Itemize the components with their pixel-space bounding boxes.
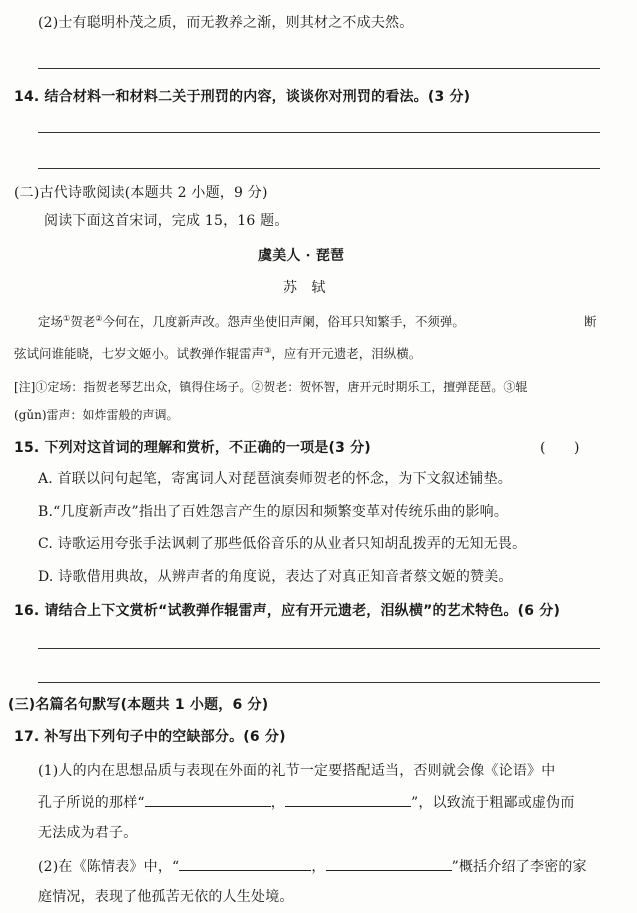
q13-part2-text: (2)士有聪明朴茂之质，而无教养之渐，则其材之不成夫然。 xyxy=(38,15,414,31)
q15-answer-paren: ( ) xyxy=(540,440,580,456)
q17-part2-line2: 庭情况，表现了他孤苦无依的人生处境。 xyxy=(38,889,294,905)
section3-heading: (三)名篇名句默写(本题共 1 小题，6 分) xyxy=(8,697,269,713)
q14-text: 14. 结合材料一和材料二关于刑罚的内容，谈谈你对刑罚的看法。(3 分) xyxy=(14,89,471,105)
poem-author: 苏 轼 xyxy=(283,280,326,296)
q17-part2-line1: (2)在《陈情表》中，“ ， ”概括介绍了李密的家 xyxy=(38,859,587,875)
q16-text: 16. 请结合上下文赏析“试教弹作辊雷声，应有开元遗老，泪纵横”的艺术特色。(6 分) xyxy=(14,603,561,619)
answer-line xyxy=(38,648,600,649)
fill-in-blank[interactable] xyxy=(145,794,271,807)
poem-note-2: (gǔn)雷声：如炸雷般的声调。 xyxy=(14,408,179,422)
q15-option-d: D. 诗歌借用典故，从辨声者的角度说，表达了对真正知音者蔡文姬的赞美。 xyxy=(38,569,513,585)
poem-line-1: 定场①贺老②今何在，几度新声改。怨声坐使旧声阑，俗耳只知繁手，不须弹。 xyxy=(38,313,465,329)
poem-title: 虞美人 · 琵琶 xyxy=(258,248,345,264)
q15-option-c: C. 诗歌运用夸张手法讽刺了那些低俗音乐的从业者只知胡乱拨弄的无知无畏。 xyxy=(38,536,527,552)
fill-in-blank[interactable] xyxy=(285,794,411,807)
fill-in-blank[interactable] xyxy=(179,858,311,871)
q17-stem: 17. 补写出下列句子中的空缺部分。(6 分) xyxy=(14,729,286,745)
q15-option-a: A. 首联以问句起笔，寄寓词人对琵琶演奏师贺老的怀念，为下文叙述铺垫。 xyxy=(38,471,513,487)
poem-line-1-end: 断 xyxy=(584,314,597,329)
section2-instruction: 阅读下面这首宋词，完成 15，16 题。 xyxy=(44,213,289,229)
poem-note-1: [注]①定场：指贺老琴艺出众，镇得住场子。②贺老：贺怀智，唐开元时期乐工，擅弹琵琶。③辊 xyxy=(14,380,528,394)
fill-in-blank[interactable] xyxy=(326,858,452,871)
answer-line xyxy=(38,68,600,69)
poem-line-2: 弦试问谁能晓，七岁文姬小。试教弹作辊雷声③，应有开元遗老，泪纵横。 xyxy=(14,345,422,361)
answer-line xyxy=(38,682,600,683)
q17-part1-line1: (1)人的内在思想品质与表现在外面的礼节一定要搭配适当，否则就会像《论语》中 xyxy=(38,763,556,779)
q17-part1-line3: 无法成为君子。 xyxy=(38,825,138,841)
answer-line xyxy=(38,168,600,169)
section2-heading: (二)古代诗歌阅读(本题共 2 小题，9 分) xyxy=(14,185,268,201)
q17-part1-line2: 孔子所说的那样“ ， ”，以致流于粗鄙或虚伪而 xyxy=(38,795,575,811)
answer-line xyxy=(38,132,600,133)
q15-stem: 15. 下列对这首词的理解和赏析，不正确的一项是(3 分) xyxy=(14,440,371,456)
q15-option-b: B.“几度新声改”指出了百姓怨言产生的原因和频繁变革对传统乐曲的影响。 xyxy=(38,504,509,520)
